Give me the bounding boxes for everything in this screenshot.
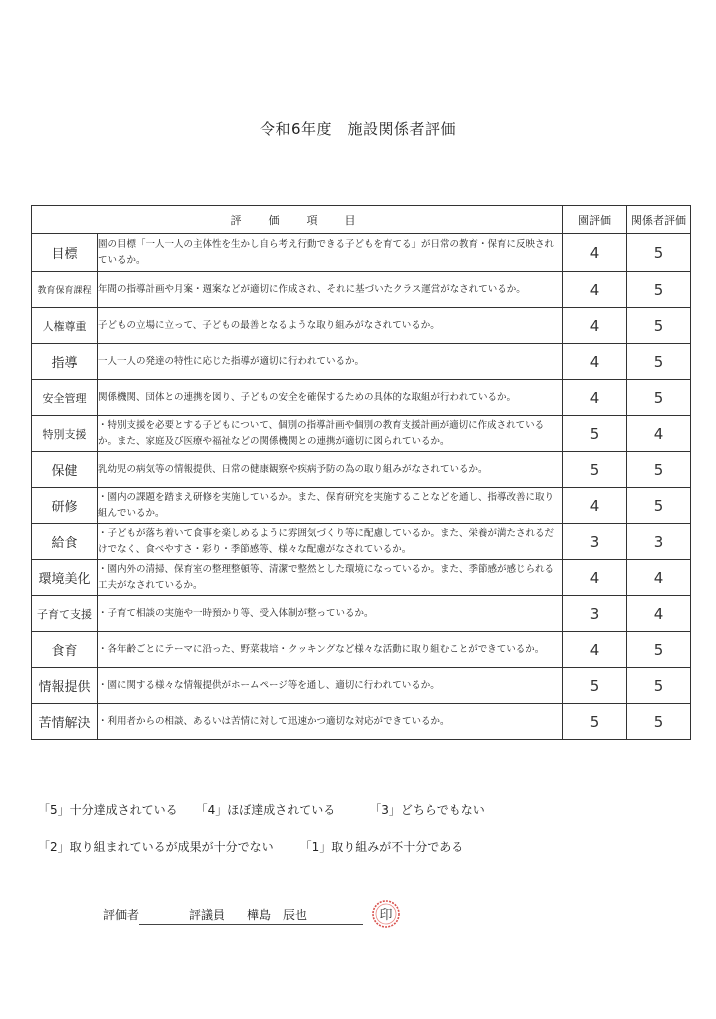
seal-label: 印 <box>379 908 393 923</box>
table-row <box>32 308 691 344</box>
row-category: 目標 <box>32 234 98 272</box>
legend-5: 「5」十分達成されている <box>38 803 178 817</box>
table-row <box>32 524 691 560</box>
row-description: 年間の指導計画や月案・週案などが適切に作成され、それに基づいたクラス運営がなされているか。 <box>98 272 563 308</box>
legend-line-2 <box>38 838 463 855</box>
row-stakeholder-score: 4 <box>627 560 691 596</box>
row-category: 研修 <box>32 488 98 524</box>
row-description: ・子育て相談の実施や一時預かり等、受入体制が整っているか。 <box>98 596 563 632</box>
row-stakeholder-score: 5 <box>627 380 691 416</box>
table-row <box>32 488 691 524</box>
row-garden-score: 5 <box>563 416 627 452</box>
legend-1: 「1」取り組みが不十分である <box>299 840 464 854</box>
row-stakeholder-score: 5 <box>627 488 691 524</box>
row-description: ・特別支援を必要とする子どもについて、個別の指導計画や個別の教育支援計画が適切に作成されているか。また、家庭及び医療や福祉などの関係機関との連携が適切に図られているか。 <box>98 416 563 452</box>
row-garden-score: 4 <box>563 560 627 596</box>
row-description: ・園内の課題を踏まえ研修を実施しているか。また、保育研究を実施することなどを通し、指導改善に取り組んでいるか。 <box>98 488 563 524</box>
row-category: 苦情解決 <box>32 704 98 740</box>
row-garden-score: 4 <box>563 234 627 272</box>
evaluator-name: 樺島 辰也 <box>247 908 308 922</box>
table-row <box>32 632 691 668</box>
row-category: 食育 <box>32 632 98 668</box>
legend-2: 「2」取り組まれているが成果が十分でない <box>38 840 274 854</box>
row-description: 園の目標「一人一人の主体性を生かし自ら考え行動できる子どもを育てる」が日常の教育・保育に反映されているか。 <box>98 234 563 272</box>
row-category: 保健 <box>32 452 98 488</box>
row-description: 一人一人の発達の特性に応じた指導が適切に行われているか。 <box>98 344 563 380</box>
row-description: 乳幼児の病気等の情報提供、日常の健康観察や疾病予防の為の取り組みがなされているか。 <box>98 452 563 488</box>
row-stakeholder-score: 5 <box>627 308 691 344</box>
row-garden-score: 4 <box>563 380 627 416</box>
row-category: 子育て支援 <box>32 596 98 632</box>
evaluator-label: 評価者 <box>103 908 140 922</box>
table-row <box>32 452 691 488</box>
row-stakeholder-score: 4 <box>627 416 691 452</box>
row-description: ・利用者からの相談、あるいは苦情に対して迅速かつ適切な対応ができているか。 <box>98 704 563 740</box>
table-header-row <box>32 206 691 234</box>
table-row <box>32 560 691 596</box>
row-description: ・園内外の清掃、保育室の整理整頓等、清潔で整然とした環境になっているか。また、季節感が感じられる工夫がなされているか。 <box>98 560 563 596</box>
row-garden-score: 4 <box>563 488 627 524</box>
legend-3: 「3」どちらでもない <box>369 803 485 817</box>
row-stakeholder-score: 5 <box>627 632 691 668</box>
table-row <box>32 344 691 380</box>
row-garden-score: 5 <box>563 452 627 488</box>
row-garden-score: 3 <box>563 596 627 632</box>
evaluator-line <box>103 906 363 925</box>
row-category: 情報提供 <box>32 668 98 704</box>
row-stakeholder-score: 4 <box>627 596 691 632</box>
row-stakeholder-score: 5 <box>627 344 691 380</box>
row-category: 環境美化 <box>32 560 98 596</box>
row-stakeholder-score: 5 <box>627 668 691 704</box>
seal-stamp-icon <box>370 898 402 930</box>
evaluator-role: 評議員 <box>189 908 226 922</box>
signature-line <box>139 906 363 925</box>
table-row <box>32 704 691 740</box>
row-category: 安全管理 <box>32 380 98 416</box>
row-category: 人権尊重 <box>32 308 98 344</box>
table-row <box>32 596 691 632</box>
row-garden-score: 4 <box>563 272 627 308</box>
table-row <box>32 668 691 704</box>
row-category: 教育保育課程 <box>32 272 98 308</box>
table-row <box>32 272 691 308</box>
row-description: ・子どもが落ち着いて食事を楽しめるように雰囲気づくり等に配慮しているか。また、栄養が満たされるだけでなく、食べやすさ・彩り・季節感等、様々な配慮がなされているか。 <box>98 524 563 560</box>
page-title: 令和6年度 施設関係者評価 <box>259 120 457 138</box>
table-row <box>32 380 691 416</box>
header-item: 評 価 項 目 <box>32 206 563 234</box>
row-garden-score: 4 <box>563 344 627 380</box>
row-garden-score: 5 <box>563 704 627 740</box>
row-category: 指導 <box>32 344 98 380</box>
row-description: 子どもの立場に立って、子どもの最善となるような取り組みがなされているか。 <box>98 308 563 344</box>
row-stakeholder-score: 5 <box>627 234 691 272</box>
legend-line-1 <box>38 801 485 818</box>
row-description: ・各年齢ごとにテーマに沿った、野菜栽培・クッキングなど様々な活動に取り組むことができているか。 <box>98 632 563 668</box>
header-stakeholder-eval: 関係者評価 <box>627 206 691 234</box>
legend-4: 「4」ほぼ達成されている <box>195 803 336 817</box>
row-category: 給食 <box>32 524 98 560</box>
row-category: 特別支援 <box>32 416 98 452</box>
row-garden-score: 4 <box>563 308 627 344</box>
row-description: 関係機関、団体との連携を図り、子どもの安全を確保するための具体的な取組が行われているか。 <box>98 380 563 416</box>
table-row <box>32 234 691 272</box>
header-garden-eval: 園評価 <box>563 206 627 234</box>
table-body <box>32 234 691 740</box>
row-description: ・園に関する様々な情報提供がホームページ等を通し、適切に行われているか。 <box>98 668 563 704</box>
row-garden-score: 3 <box>563 524 627 560</box>
row-stakeholder-score: 5 <box>627 272 691 308</box>
evaluation-table <box>31 205 691 740</box>
row-garden-score: 4 <box>563 632 627 668</box>
row-garden-score: 5 <box>563 668 627 704</box>
table-row <box>32 416 691 452</box>
row-stakeholder-score: 5 <box>627 704 691 740</box>
row-stakeholder-score: 5 <box>627 452 691 488</box>
row-stakeholder-score: 3 <box>627 524 691 560</box>
